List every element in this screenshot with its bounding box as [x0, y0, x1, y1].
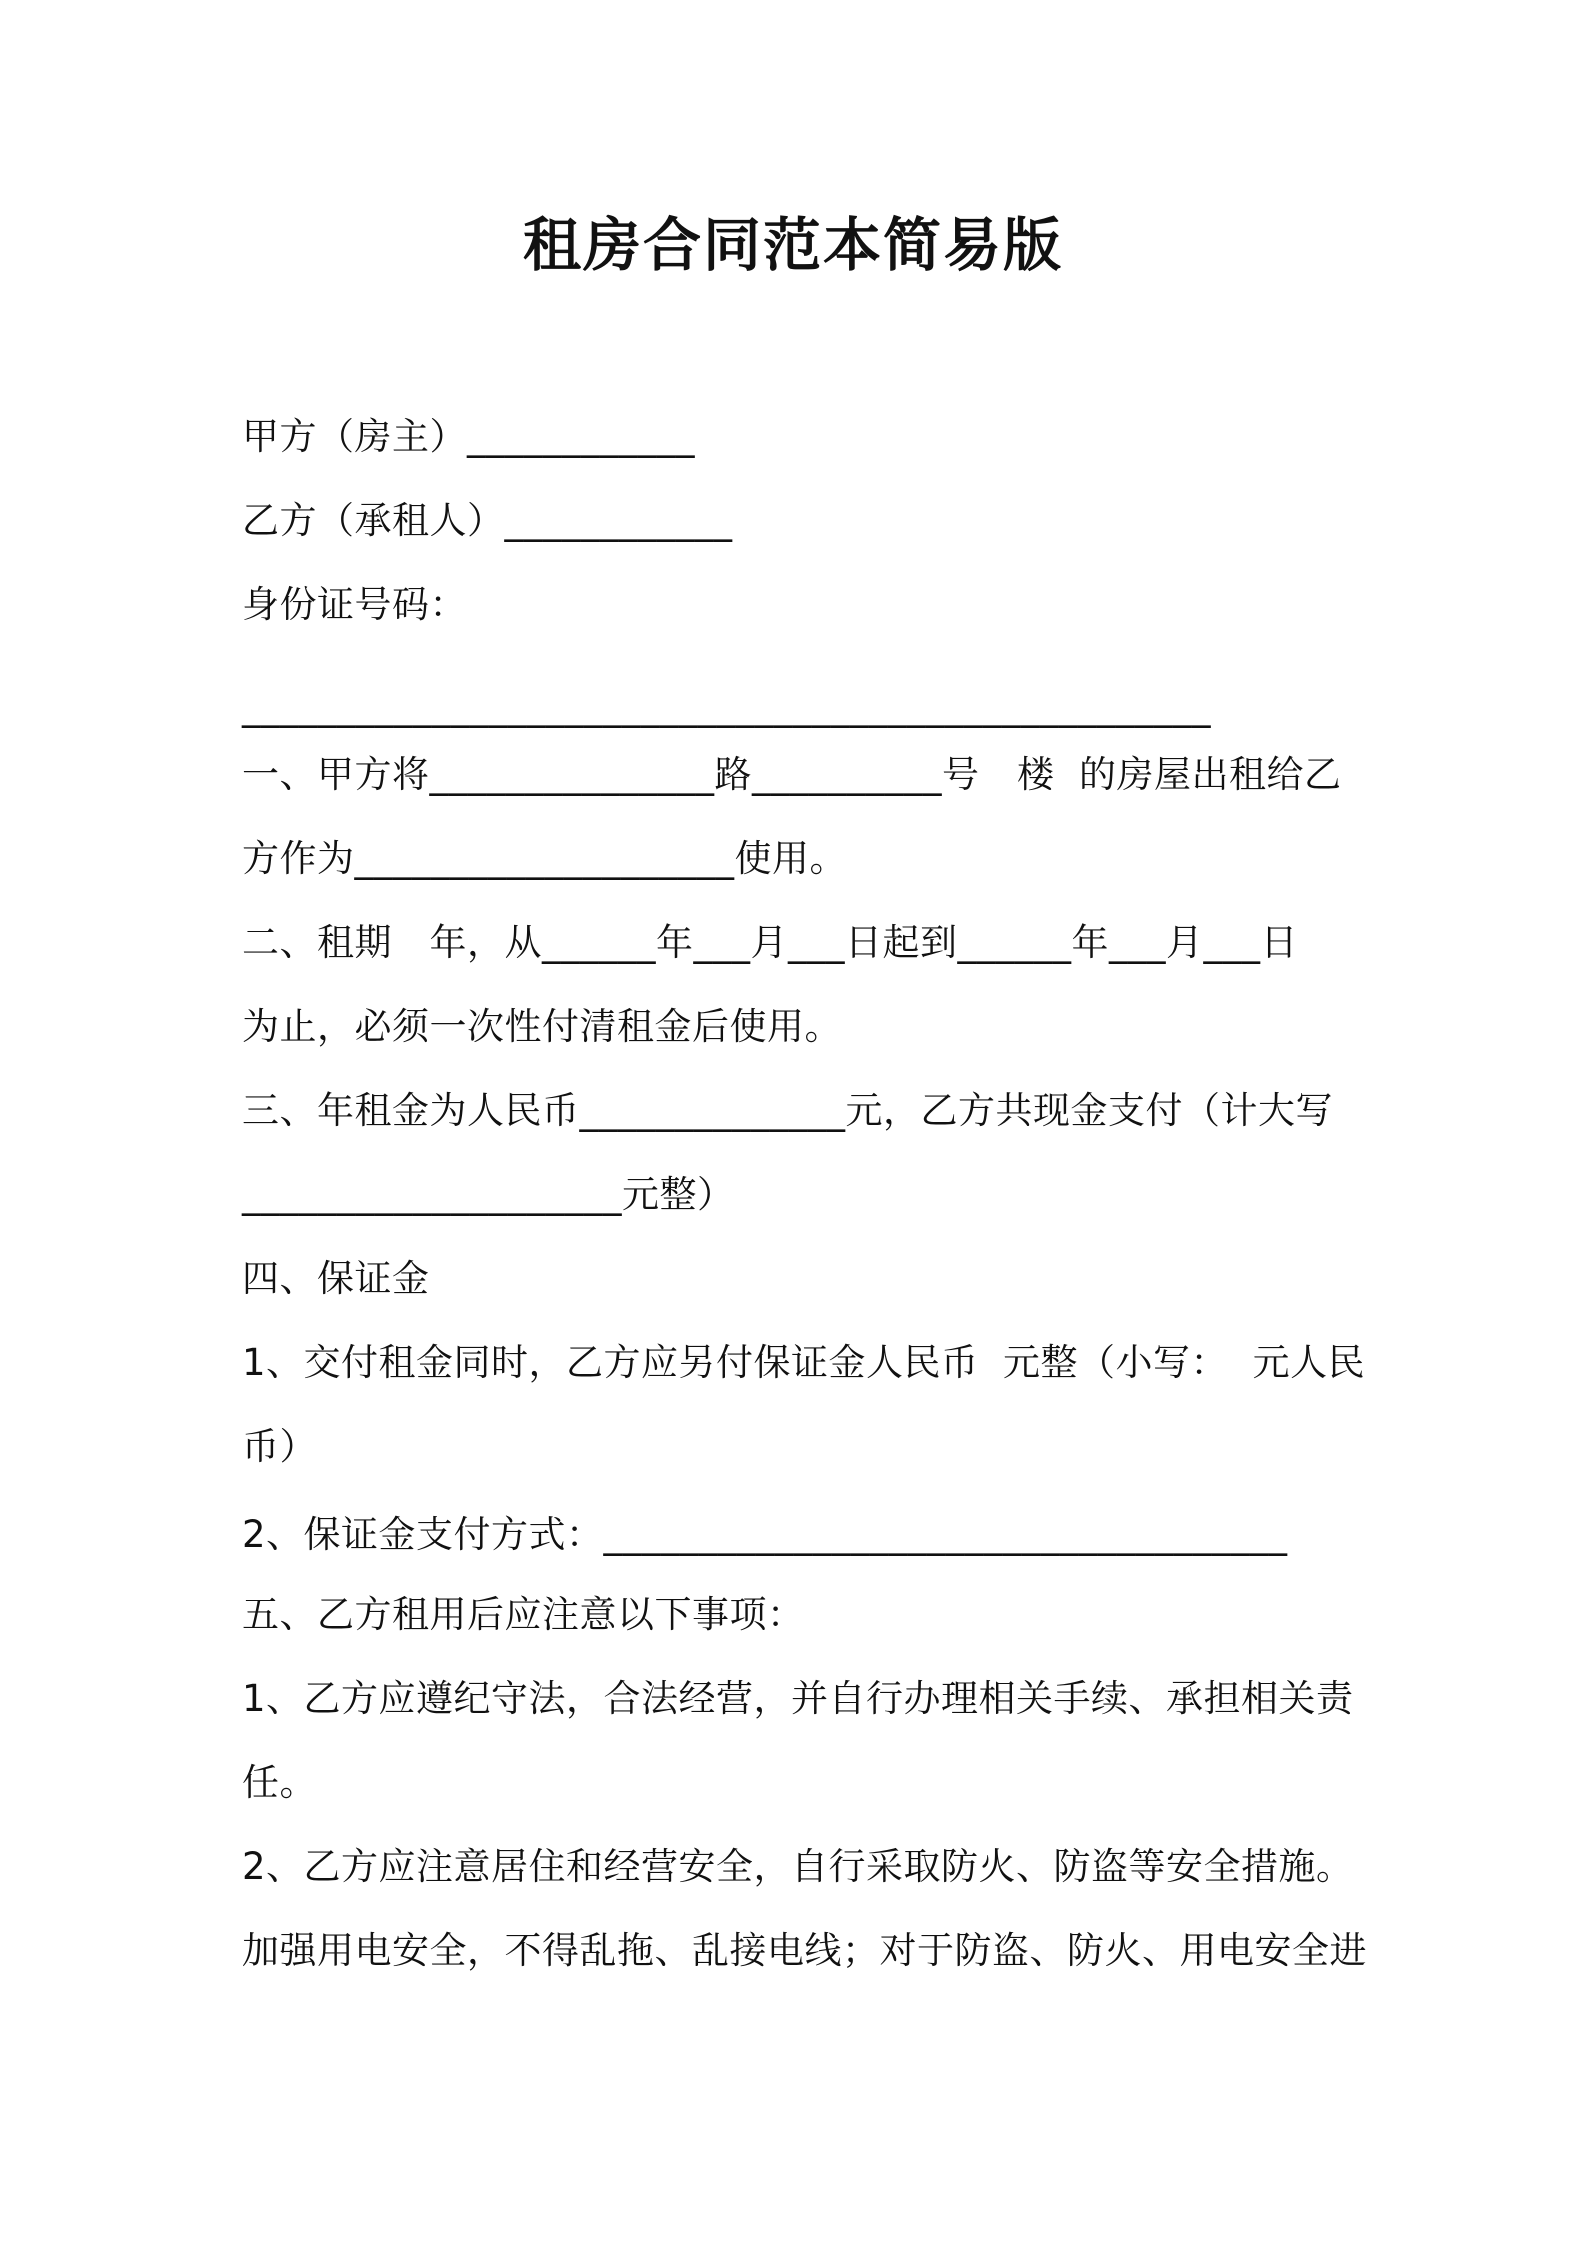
clause-4-item-2: 2、保证金支付方式：____________________________________ [242, 1513, 1288, 1556]
clause-3-line-2: ____________________元整） [242, 1173, 735, 1216]
party-a-line: 甲方（房主）____________ [242, 415, 695, 458]
clause-5-item-2-line-1: 2、乙方应注意居住和经营安全，自行采取防火、防盗等安全措施。 [242, 1845, 1354, 1888]
clause-5-item-2-line-2: 加强用电安全，不得乱拖、乱接电线；对于防盗、防火、用电安全进 [242, 1929, 1367, 1972]
id-number-blank: ___________________________________________________ [242, 685, 1211, 728]
clause-5-heading: 五、乙方租用后应注意以下事项： [242, 1593, 805, 1636]
clause-4-heading: 四、保证金 [242, 1257, 430, 1300]
clause-1-line-2: 方作为____________________使用。 [242, 837, 847, 880]
clause-2-line-1: 二、租期 年，从______年___月___日起到______年___月___日 [242, 921, 1298, 964]
party-b-line: 乙方（承租人）____________ [242, 499, 733, 542]
id-number-label: 身份证号码： [242, 583, 467, 626]
clause-5-item-1-line-1: 1、乙方应遵纪守法，合法经营，并自行办理相关手续、承担相关责 [242, 1677, 1354, 1720]
document-title: 租房合同范本简易版 [522, 211, 1063, 279]
clause-5-item-1-line-2: 任。 [242, 1761, 317, 1804]
clause-3-line-1: 三、年租金为人民币______________元，乙方共现金支付（计大写 [242, 1089, 1333, 1132]
clause-4-item-1-line-1: 1、交付租金同时，乙方应另付保证金人民币 元整（小写： 元人民 [242, 1341, 1366, 1384]
clause-4-item-1-line-2: 币） [242, 1425, 317, 1468]
clause-1-line-1: 一、甲方将_______________路__________号 楼 的房屋出租给乙 [242, 753, 1342, 796]
clause-2-line-2: 为止，必须一次性付清租金后使用。 [242, 1005, 842, 1048]
